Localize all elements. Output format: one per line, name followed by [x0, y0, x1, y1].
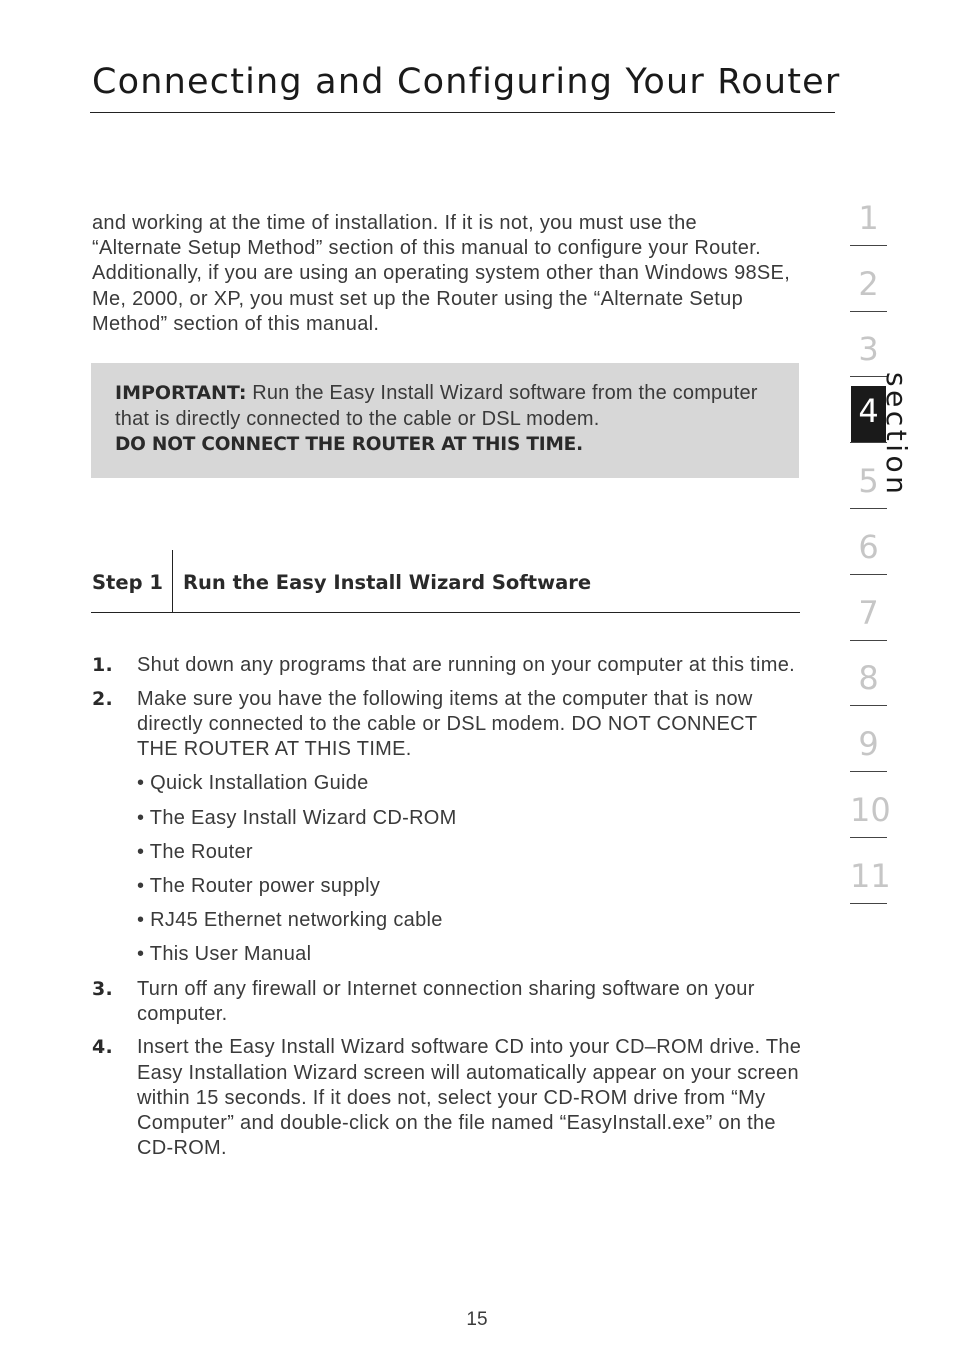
section-number: 4	[858, 392, 879, 431]
step-text: Shut down any programs that are running on your computer at this time.	[137, 654, 796, 676]
section-tab-6[interactable]	[850, 509, 887, 575]
section-number: 9	[858, 725, 879, 764]
step-item	[92, 653, 802, 678]
step-label: Step 1	[92, 571, 163, 594]
list-item: • The Router power supply	[137, 874, 381, 897]
section-tab-3[interactable]	[850, 312, 887, 378]
step-number: 3.	[92, 977, 114, 1000]
section-tab-9[interactable]	[850, 706, 887, 772]
important-callout	[91, 363, 799, 478]
steps-list	[92, 653, 802, 1170]
step-title: Run the Easy Install Wizard Software	[183, 571, 592, 594]
list-item: • RJ45 Ethernet networking cable	[137, 909, 443, 932]
step-text: Make sure you have the following items at the computer that is now directly connected to the cable or DSL modem. DO NOT CONNECT THE ROUTER AT THIS TIME.	[137, 687, 758, 761]
step-rule	[91, 612, 800, 613]
step-number: 2.	[92, 687, 114, 710]
step-divider	[172, 550, 173, 612]
items-list	[137, 771, 802, 967]
list-item: • The Router	[137, 840, 253, 863]
section-number: 11	[850, 856, 891, 895]
intro-paragraph: and working at the time of installation. If it is not, you must use the “Alternate Setup Method” section of this manual to configure your Router. Additionally, if you are using an operating system other than Windows 98SE, Me, 2000, or XP, you must set up the Router using the “Alternate Setup Method” section of this manual.	[92, 212, 791, 335]
list-item: • The Easy Install Wizard CD-ROM	[137, 806, 457, 829]
section-number: 10	[850, 790, 891, 829]
section-label: section	[880, 372, 913, 498]
list-item: • This User Manual	[137, 943, 312, 966]
section-tab-11[interactable]	[850, 838, 891, 904]
section-number: 7	[858, 593, 879, 632]
section-number: 3	[858, 330, 879, 369]
title-rule	[90, 112, 835, 113]
step-text: Turn off any firewall or Internet connection sharing software on your computer.	[137, 977, 755, 1025]
step-item	[92, 687, 802, 968]
important-lead: IMPORTANT:	[115, 382, 247, 404]
step-item	[92, 977, 802, 1027]
step-number: 1.	[92, 654, 114, 676]
step-text: Insert the Easy Install Wizard software CD into your CD–ROM drive. The Easy Installation Wizard screen will automatically appear on your screen within 15 seconds. If it does not, select your CD-ROM drive from “My Computer” and double-click on the file named “EasyInstall.exe” on the CD-ROM.	[137, 1036, 802, 1160]
step-number: 4.	[92, 1036, 114, 1059]
important-body: Run the Easy Install Wizard software from the computer that is directly connected to the cable or DSL modem.	[115, 382, 758, 430]
section-sidebar	[850, 180, 891, 904]
section-tab-2[interactable]	[850, 246, 887, 312]
section-tab-1[interactable]	[850, 180, 887, 246]
section-tab-7[interactable]	[850, 575, 887, 641]
section-number: 2	[858, 264, 879, 303]
page-title: Connecting and Configuring Your Router	[92, 62, 841, 102]
section-number: 8	[858, 659, 879, 698]
section-number: 1	[858, 198, 879, 237]
section-tab-8[interactable]	[850, 641, 887, 707]
section-tab-10[interactable]	[850, 772, 891, 838]
page-number: 15	[466, 1309, 488, 1330]
important-caps: DO NOT CONNECT THE ROUTER AT THIS TIME.	[115, 434, 583, 455]
list-item: • Quick Installation Guide	[137, 772, 369, 795]
section-number: 5	[858, 461, 879, 500]
step-item	[92, 1035, 802, 1161]
section-number: 6	[858, 527, 879, 566]
